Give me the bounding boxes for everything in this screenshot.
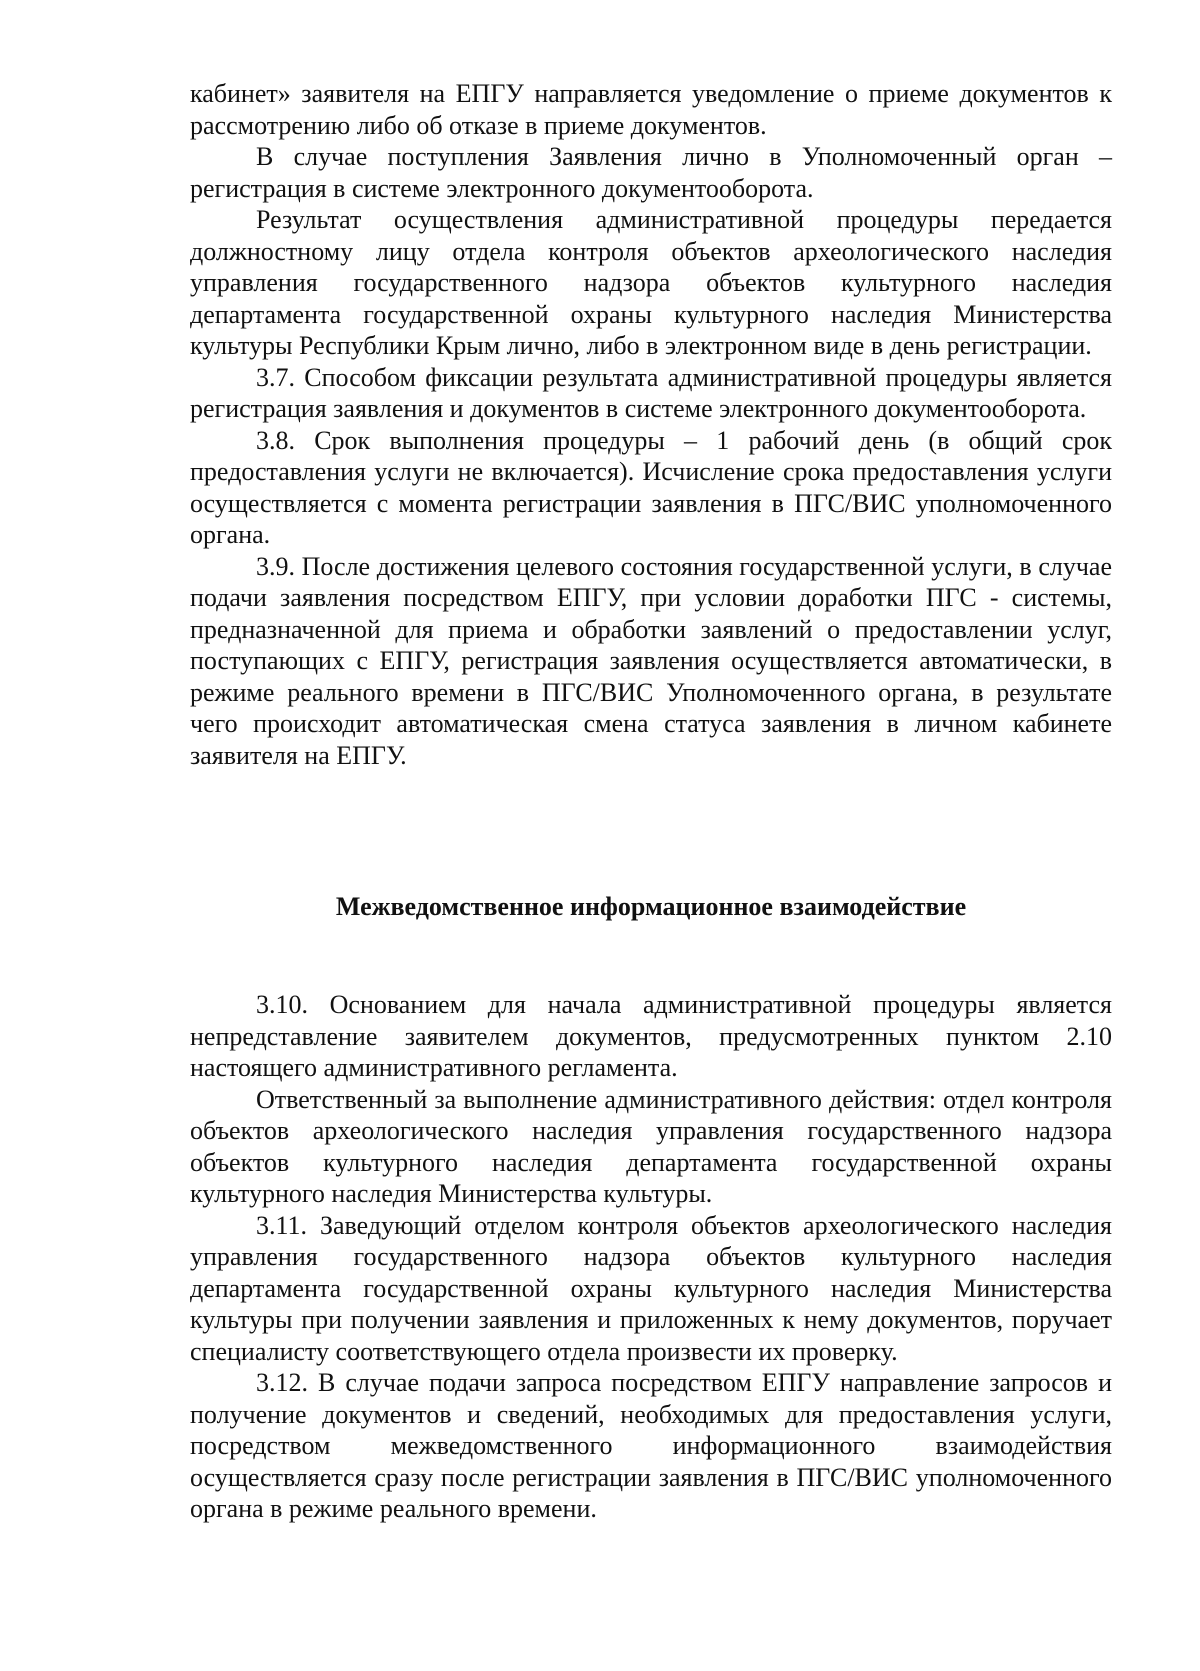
paragraph-3-8: 3.8. Срок выполнения процедуры – 1 рабочий день (в общий срок предоставления услуги не включается). Исчисление срока предоставления услуги осуществляется с момента регистрации заявления в ПГС/ВИС уполномоченного органа. <box>190 425 1112 549</box>
paragraph-3-7: 3.7. Способом фиксации результата административной процедуры является регистрация заявления и документов в системе электронного документооборота. <box>190 362 1112 423</box>
paragraph-3-10: 3.10. Основанием для начала административной процедуры является непредставление заявителем документов, предусмотренных пунктом 2.10 настоящего административного регламента. <box>190 990 1112 1082</box>
paragraph: В случае поступления Заявления лично в Уполномоченный орган – регистрация в системе электронного документооборота. <box>190 142 1112 203</box>
paragraph: Ответственный за выполнение административного действия: отдел контроля объектов археологического наследия управления государственного надзора объектов культурного наследия департамента государственной охраны культурного наследия Министерства культуры. <box>190 1084 1112 1208</box>
text-block-top <box>190 78 1112 771</box>
paragraph-3-11: 3.11. Заведующий отделом контроля объектов археологического наследия управления государственного надзора объектов культурного наследия департамента государственной охраны культурного наследия Министерства культуры при получении заявления и приложенных к нему документов, поручает специалисту соответствующего отдела произвести их проверку. <box>190 1210 1112 1366</box>
text-block-bottom <box>190 989 1112 1525</box>
section-heading: Межведомственное информационное взаимодействие <box>335 892 967 921</box>
paragraph: Результат осуществления административной процедуры передается должностному лицу отдела контроля объектов археологического наследия управления государственного надзора объектов культурного наследия департамента государственной охраны культурного наследия Министерства культуры Республики Крым лично, либо в электронном виде в день регистрации. <box>190 205 1112 360</box>
paragraph-3-12: 3.12. В случае подачи запроса посредством ЕПГУ направление запросов и получение документов и сведений, необходимых для предоставления услуги, посредством межведомственного информационного взаимодействия осуществляется сразу после регистрации заявления в ПГС/ВИС уполномоченного органа в режиме реального времени. <box>190 1368 1112 1523</box>
paragraph-3-9: 3.9. После достижения целевого состояния государственной услуги, в случае подачи заявления посредством ЕПГУ, при условии доработки ПГС - системы, предназначенной для приема и обработки заявлений о предоставлении услуг, поступающих с ЕПГУ, регистрация заявления осуществляется автоматически, в режиме реального времени в ПГС/ВИС Уполномоченного органа, в результате чего происходит автоматическая смена статуса заявления в личном кабинете заявителя на ЕПГУ. <box>190 551 1112 770</box>
paragraph-continuation: кабинет» заявителя на ЕПГУ направляется уведомление о приеме документов к рассмотрению либо об отказе в приеме документов. <box>190 79 1112 140</box>
